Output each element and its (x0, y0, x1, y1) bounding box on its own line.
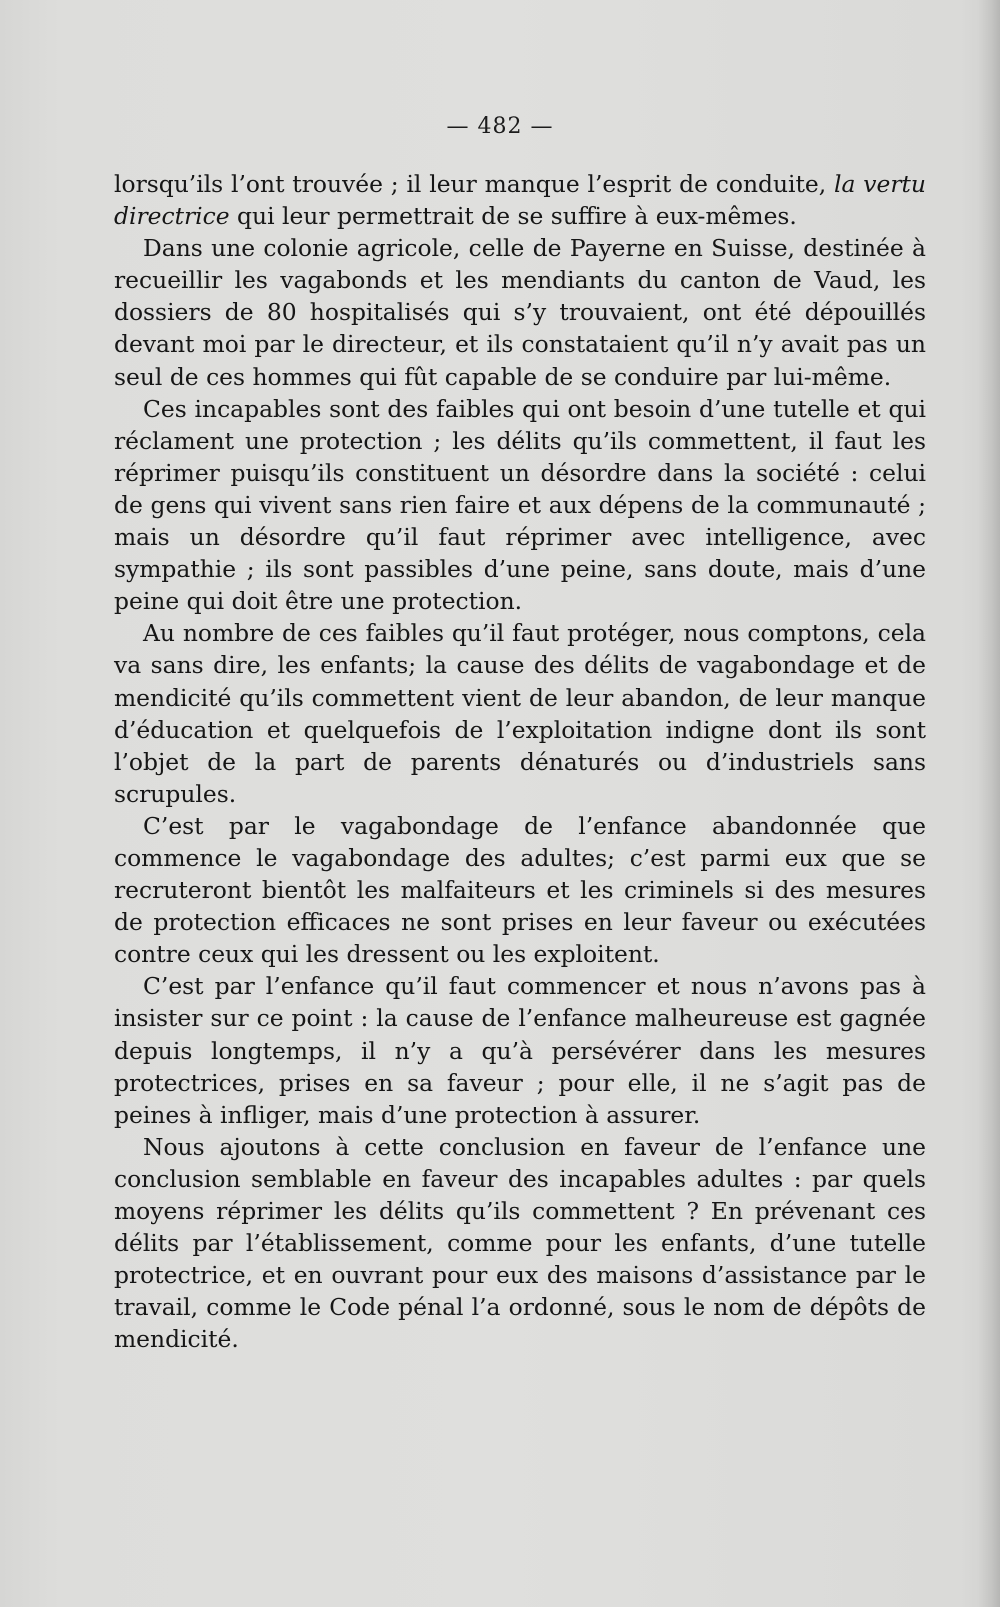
paragraph-1-italic-phrase: la vertu directrice (114, 170, 926, 231)
page-edge-shadow (978, 0, 1000, 1607)
paragraph-2: Dans une colonie agricole, celle de Payerne en Suisse, destinée à recueillir les vagabonds et les mendiants du canton de Vaud, les dossiers de 80 hospitalisés qui s’y trouvaient, ont été dépouillés devant moi par le directeur, et ils constataient qu’il n’y avait pas un seul de ces hommes qui fût capable de se conduire par lui-même. (114, 234, 926, 391)
paragraph-7: Nous ajoutons à cette conclusion en faveur de l’enfance une conclusion semblable en faveur des incapables adultes : par quels moyens réprimer les délits qu’ils commettent ? En prévenant ces délits par l’établissement, comme pour les enfants, d’une tutelle protectrice, et en ouvrant pour eux des maisons d’assistance par le travail, comme le Code pénal l’a ordonné, sous le nom de dépôts de mendicité. (114, 1132, 926, 1354)
paragraph-1 (114, 168, 926, 232)
paragraph-3: Ces incapables sont des faibles qui ont besoin d’une tutelle et qui réclament une protection ; les délits qu’ils commettent, il faut les réprimer puisqu’ils constituent un désordre dans la société : celui de gens qui vivent sans rien faire et aux dépens de la communauté ; mais un désordre qu’il faut réprimer avec intelligence, avec sympathie ; ils sont passibles d’une peine, sans doute, mais d’une peine qui doit être une protection. (114, 394, 926, 616)
page-number: — 482 — (446, 114, 554, 139)
paragraph-6: C’est par l’enfance qu’il faut commencer et nous n’avons pas à insister sur ce point : la cause de l’enfance malheureuse est gagnée depuis longtemps, il n’y a qu’à persévérer dans les mesures protectrices, prises en sa faveur ; pour elle, il ne s’agit pas de peines à infliger, mais d’une protection à assurer. (114, 972, 926, 1129)
paragraph-1-text-end: qui leur permettrait de se suffire à eux-mêmes. (229, 202, 797, 231)
body-text (114, 168, 926, 1355)
paragraph-5: C’est par le vagabondage de l’enfance abandonnée que commence le vagabondage des adultes; c’est parmi eux que se recruteront bientôt les malfaiteurs et les criminels si des mesures de protection efficaces ne sont prises en leur faveur ou exécutées contre ceux qui les dressent ou les exploitent. (114, 811, 926, 969)
paragraph-4: Au nombre de ces faibles qu’il faut protéger, nous comptons, cela va sans dire, les enfants; la cause des délits de vagabondage et de mendicité qu’ils commettent vient de leur abandon, de leur manque d’éducation et quelquefois de l’exploitation indigne dont ils sont l’objet de la part de parents dénaturés ou d’industriels sans scrupules. (114, 619, 926, 808)
paragraph-1-text-start: lorsqu’ils l’ont trouvée ; il leur manque l’esprit de conduite, (114, 170, 835, 198)
